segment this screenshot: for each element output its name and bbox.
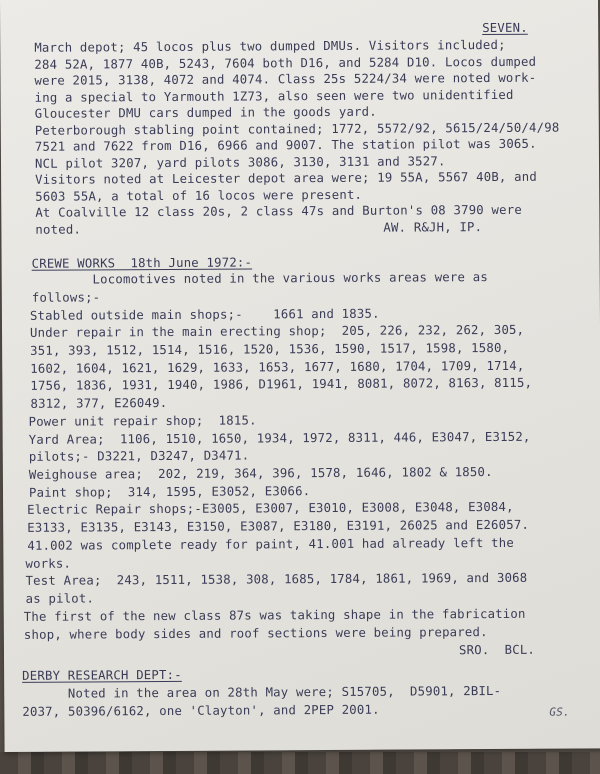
section1-signature: AW. R&JH, IP. <box>383 220 483 235</box>
section1-line: were 2015, 3138, 4072 and 4074. Class 25s 5224/34 were noted work- <box>34 70 537 88</box>
section1-line: 284 52A, 1877 40B, 5243, 7604 both D16, and 5284 D10. Locos dumped <box>34 54 537 72</box>
crewe-heading: CREWE WORKS 18th June 1972:- <box>31 255 253 271</box>
section1-line: March depot; 45 locos plus two dumped DMUs. Visitors included; <box>34 37 506 55</box>
page-label: SEVEN. <box>482 20 528 36</box>
crewe-signature: SRO. BCL. <box>458 642 536 658</box>
crewe-line: pilots;- D3221, D3247, D3471. <box>28 448 250 464</box>
crewe-line: Locomotives noted in the various works areas were as <box>31 270 488 287</box>
derby-line: Noted in the area on 28th May were; S15705, D5901, 2BIL- <box>22 683 502 701</box>
crewe-line: E3133, E3135, E3143, E3150, E3087, E3180, E3191, 26025 and E26057. <box>27 517 530 535</box>
derby-heading: DERBY RESEARCH DEPT:- <box>22 667 182 683</box>
section1-line: At Coalville 12 class 20s, 2 class 47s and Burton's 08 3790 were <box>35 202 522 220</box>
crewe-line: Electric Repair shops;-E3005, E3007, E3010, E3008, E3048, E3084, <box>27 499 514 517</box>
section1-line: noted. <box>35 222 82 237</box>
crewe-line: shop, where body sides and roof sections were being prepared. <box>23 625 488 642</box>
crewe-line: 1602, 1604, 1621, 1629, 1633, 1653, 1677, 1680, 1704, 1709, 1714, <box>30 358 525 376</box>
section1-line: Gloucester DMU cars dumped in the goods yard. <box>34 104 377 121</box>
crewe-line: as pilot. <box>25 591 95 606</box>
crewe-line: The first of the new class 87s was taking shape in the fabrication <box>23 606 526 624</box>
crewe-line: 1756, 1836, 1931, 1940, 1986, D1961, 1941, 8081, 8072, 8163, 8115, <box>30 375 533 393</box>
section1-line: 5603 55A, a total of 16 locos were present. <box>35 187 363 204</box>
derby-line: 2037, 50396/6162, one 'Clayton', and 2PEP 2001. <box>22 702 380 719</box>
crewe-line: works. <box>25 556 72 571</box>
derby-signature: GS. <box>549 705 570 719</box>
section1-line: ing a special to Yarmouth 1Z73, also seen were two unidentified <box>34 87 514 105</box>
section1-line: Peterborough stabling point contained; 1772, 5572/92, 5615/24/50/4/98 <box>34 120 560 138</box>
table-surface <box>0 752 600 774</box>
crewe-line: Weighouse area; 202, 219, 364, 396, 1578, 1646, 1802 & 1850. <box>28 464 493 482</box>
crewe-line: follows;- <box>31 290 101 305</box>
crewe-line: Paint shop; 314, 1595, E3052, E3066. <box>28 484 311 500</box>
crewe-line: Stabled outside main shops;- 1661 and 1835. <box>29 306 380 323</box>
crewe-line: 8312, 377, E26049. <box>30 395 168 411</box>
crewe-line: Yard Area; 1106, 1510, 1650, 1934, 1972, 8311, 446, E3047, E3152, <box>28 429 531 447</box>
crewe-line: 41.002 was complete ready for paint, 41.001 had already left the <box>27 535 514 553</box>
section1-line: NCL pilot 3207, yard pilots 3086, 3130, 3131 and 3527. <box>34 154 446 171</box>
section1-line: Visitors noted at Leicester depot area were; 19 55A, 5567 40B, and <box>35 169 537 187</box>
crewe-line: 351, 393, 1512, 1514, 1516, 1520, 1536, 1590, 1517, 1598, 1580, <box>30 340 510 358</box>
crewe-line: Power unit repair shop; 1815. <box>28 413 257 429</box>
crewe-line: Test Area; 243, 1511, 1538, 308, 1685, 1784, 1861, 1969, and 3068 <box>25 570 528 588</box>
section1-line: 7521 and 7622 from D16, 6966 and 9007. The station pilot was 3065. <box>34 136 537 154</box>
crewe-line: Under repair in the main erecting shop; 205, 226, 232, 262, 305, <box>29 322 525 340</box>
